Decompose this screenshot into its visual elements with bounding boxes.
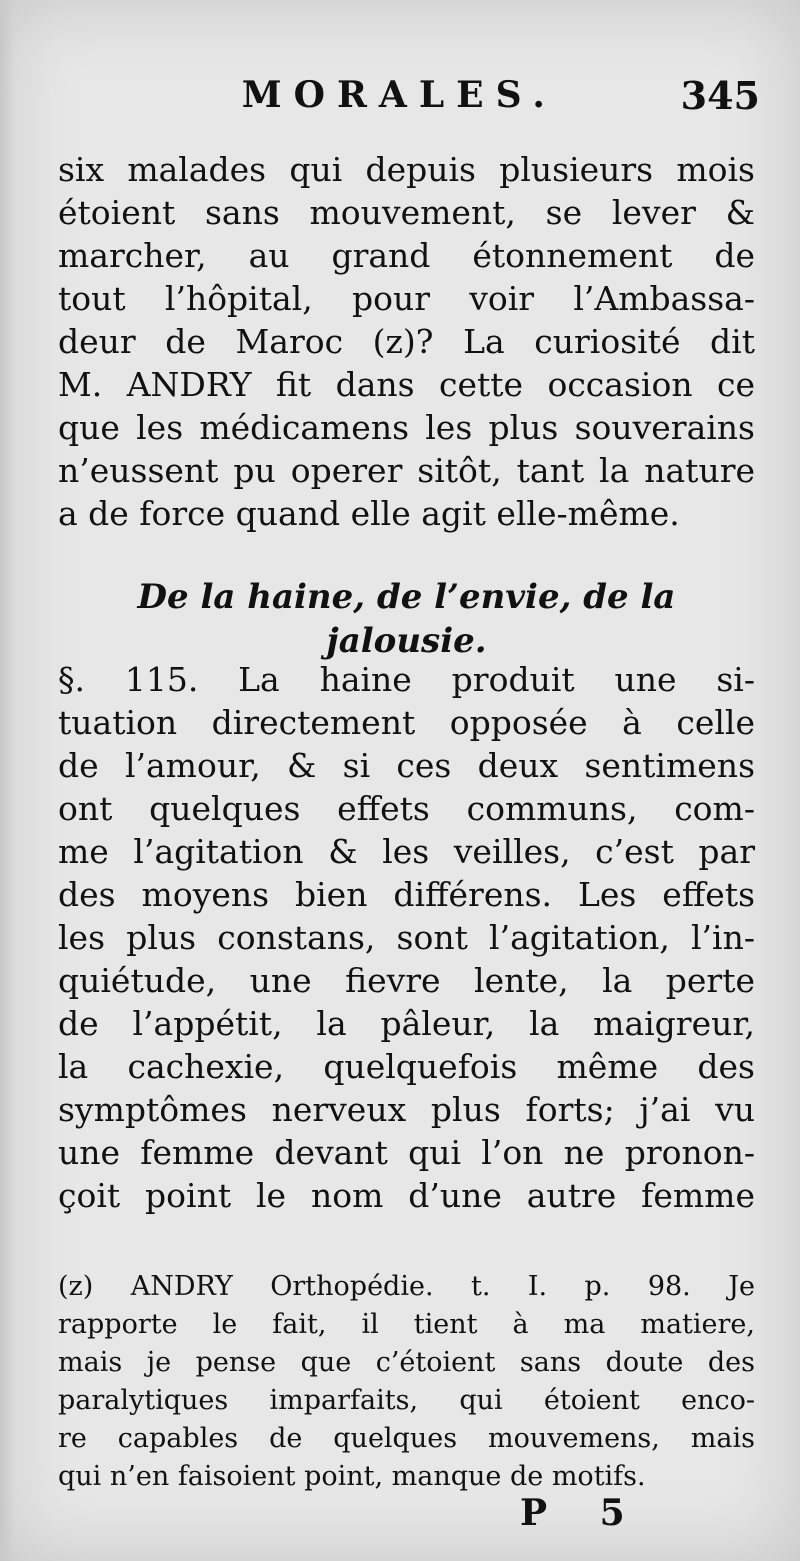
section-paragraph <box>58 658 755 1217</box>
text-line: de l’amour, & si ces deux sentimens <box>58 746 755 785</box>
text-line: M. ANDRY fit dans cette occasion ce <box>58 365 755 404</box>
footnote-line: re capables de quelques mouvemens, mais <box>58 1423 755 1454</box>
text-line: étoient sans mouvement, se lever & <box>58 193 755 232</box>
text-line: des moyens bien différens. Les effets <box>58 875 755 914</box>
footnote-line: paralytiques imparfaits, qui étoient enco- <box>58 1385 755 1416</box>
text-line: §. 115. La haine produit une si- <box>58 660 755 699</box>
text-line: ont quelques effets communs, com- <box>58 789 755 828</box>
page-number: 345 <box>680 72 760 118</box>
section-heading: De la haine, de l’envie, de la jalousie. <box>137 577 676 661</box>
text-line: symptômes nerveux plus forts; j’ai vu <box>58 1090 755 1129</box>
text-line: de l’appétit, la pâleur, la maigreur, <box>58 1004 755 1043</box>
footnote <box>58 1268 755 1496</box>
footnote-line: (z) ANDRY Orthopédie. t. I. p. 98. Je <box>58 1271 755 1302</box>
text-line: marcher, au grand étonnement de <box>58 236 755 275</box>
running-title: MORALES. <box>241 74 557 116</box>
text-line: quiétude, une fievre lente, la perte <box>58 961 755 1000</box>
text-line: deur de Maroc (z)? La curiosité dit <box>58 322 755 361</box>
text-line: une femme devant qui l’on ne pronon- <box>58 1133 755 1172</box>
signature-mark: P 5 <box>520 1492 645 1534</box>
text-line: que les médicamens les plus souverains <box>58 408 755 447</box>
text-line: tuation directement opposée à celle <box>58 703 755 742</box>
text-line: a de force quand elle agit elle-même. <box>58 494 680 533</box>
text-line: les plus constans, sont l’agitation, l’in- <box>58 918 755 957</box>
text-line: six malades qui depuis plusieurs mois <box>58 150 755 189</box>
text-line: n’eussent pu operer sitôt, tant la nature <box>58 451 755 490</box>
footnote-line: qui n’en faisoient point, manque de motifs. <box>58 1461 646 1492</box>
text-line: çoit point le nom d’une autre femme <box>58 1176 755 1215</box>
text-line: la cachexie, quelquefois même des <box>58 1047 755 1086</box>
page-edge-shadow <box>0 0 14 1561</box>
footnote-line: mais je pense que c’étoient sans doute des <box>58 1347 755 1378</box>
page-header <box>58 70 760 120</box>
main-paragraph <box>58 148 755 535</box>
footnote-line: rapporte le fait, il tient à ma matiere, <box>58 1309 755 1340</box>
text-line: tout l’hôpital, pour voir l’Ambassa- <box>58 279 755 318</box>
text-line: me l’agitation & les veilles, c’est par <box>58 832 755 871</box>
